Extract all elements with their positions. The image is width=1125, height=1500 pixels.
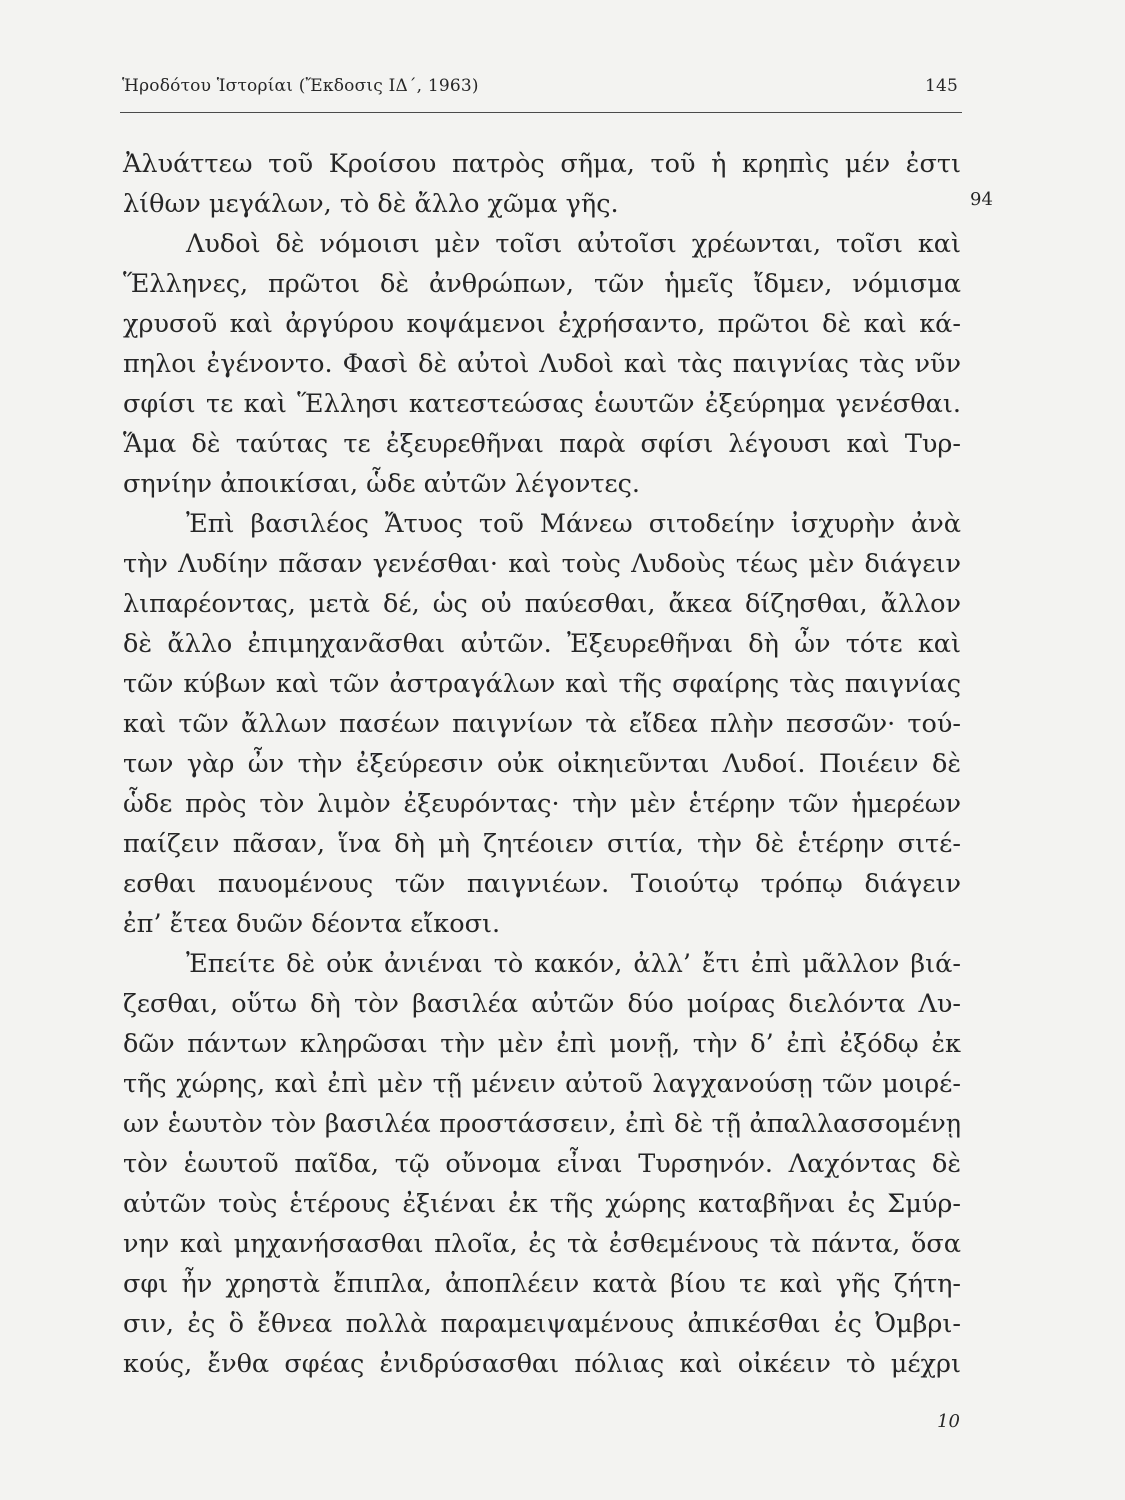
text-line: λιπαρέοντας, μετὰ δέ, ὡς οὐ παύεσθαι, ἄκεα δίζησθαι, ἄλλον bbox=[123, 589, 961, 619]
text-line: χρυσοῦ καὶ ἀργύρου κοψάμενοι ἐχρήσαντο, πρῶτοι δὲ καὶ κά- bbox=[123, 309, 961, 339]
text-line: πηλοι ἐγένοντο. Φασὶ δὲ αὐτοὶ Λυδοὶ καὶ τὰς παιγνίας τὰς νῦν bbox=[123, 349, 961, 379]
text-line: αὐτῶν τοὺς ἑτέρους ἐξιέναι ἐκ τῆς χώρης καταβῆναι ἐς Σμύρ- bbox=[123, 1189, 961, 1219]
text-line: ὧδε πρὸς τὸν λιμὸν ἐξευρόντας· τὴν μὲν ἑτέρην τῶν ἡμερέων bbox=[123, 789, 961, 819]
text-line: τὴν Λυδίην πᾶσαν γενέσθαι· καὶ τοὺς Λυδοὺς τέως μὲν διάγειν bbox=[123, 549, 961, 579]
text-line: δῶν πάντων κληρῶσαι τὴν μὲν ἐπὶ μονῇ, τὴν δ’ ἐπὶ ἐξόδῳ ἐκ bbox=[123, 1029, 961, 1059]
text-line: λίθων μεγάλων, τὸ δὲ ἄλλο χῶμα γῆς. bbox=[123, 189, 619, 219]
text-line: σφίσι τε καὶ Ἕλλησι κατεστεώσας ἑωυτῶν ἐξεύρημα γενέσθαι. bbox=[123, 389, 961, 419]
text-line: τῶν κύβων καὶ τῶν ἀστραγάλων καὶ τῆς σφαίρης τὰς παιγνίας bbox=[123, 669, 961, 699]
text-line: τὸν ἑωυτοῦ παῖδα, τῷ οὔνομα εἶναι Τυρσηνόν. Λαχόντας δὲ bbox=[123, 1149, 961, 1179]
running-title: Ἡροδότου Ἱστορίαι (Ἔκδοσις ΙΔ΄, 1963) bbox=[122, 76, 479, 96]
text-line: Ἅμα δὲ ταύτας τε ἐξευρεθῆναι παρὰ σφίσι λέγουσι καὶ Τυρ- bbox=[123, 429, 961, 459]
text-line: Ἕλληνες, πρῶτοι δὲ ἀνθρώπων, τῶν ἡμεῖς ἴδμεν, νόμισμα bbox=[123, 269, 961, 299]
signature-number: 10 bbox=[937, 1411, 960, 1432]
margin-section-number: 94 bbox=[970, 189, 993, 210]
text-line: των γὰρ ὦν τὴν ἐξεύρεσιν οὐκ οἰκηιεῦνται Λυδοί. Ποιέειν δὲ bbox=[123, 749, 961, 779]
text-line: σφι ἦν χρηστὰ ἔπιπλα, ἀποπλέειν κατὰ βίου τε καὶ γῆς ζήτη- bbox=[123, 1269, 961, 1299]
text-line: Ἐπὶ βασιλέος Ἄτυος τοῦ Μάνεω σιτοδείην ἰσχυρὴν ἀνὰ bbox=[186, 509, 961, 539]
text-line: ων ἑωυτὸν τὸν βασιλέα προστάσσειν, ἐπὶ δὲ τῇ ἀπαλλασσομένῃ bbox=[123, 1109, 961, 1139]
text-line: παίζειν πᾶσαν, ἵνα δὴ μὴ ζητέοιεν σιτία, τὴν δὲ ἑτέρην σιτέ- bbox=[123, 829, 961, 859]
text-line: Λυδοὶ δὲ νόμοισι μὲν τοῖσι αὐτοῖσι χρέωνται, τοῖσι καὶ bbox=[186, 229, 961, 259]
page-number: 145 bbox=[924, 76, 958, 96]
text-line: Ἐπείτε δὲ οὐκ ἀνιέναι τὸ κακόν, ἀλλ’ ἔτι ἐπὶ μᾶλλον βιά- bbox=[186, 949, 961, 979]
text-line: σιν, ἐς ὃ ἔθνεα πολλὰ παραμειψαμένους ἀπικέσθαι ἐς Ὀμβρι- bbox=[123, 1309, 961, 1339]
body-text bbox=[123, 144, 961, 1384]
text-line: Ἀλυάττεω τοῦ Κροίσου πατρὸς σῆμα, τοῦ ἡ κρηπὶς μέν ἐστι bbox=[123, 149, 961, 179]
text-line: ἐπ’ ἔτεα δυῶν δέοντα εἴκοσι. bbox=[123, 909, 501, 939]
text-line: σηνίην ἀποικίσαι, ὧδε αὐτῶν λέγοντες. bbox=[123, 469, 641, 499]
running-header bbox=[122, 76, 960, 100]
text-line: ζεσθαι, οὕτω δὴ τὸν βασιλέα αὐτῶν δύο μοίρας διελόντα Λυ- bbox=[123, 989, 961, 1019]
header-rule bbox=[120, 112, 962, 113]
text-line: δὲ ἄλλο ἐπιμηχανᾶσθαι αὐτῶν. Ἐξευρεθῆναι δὴ ὦν τότε καὶ bbox=[123, 629, 961, 659]
text-line: κούς, ἔνθα σφέας ἐνιδρύσασθαι πόλιας καὶ οἰκέειν τὸ μέχρι bbox=[123, 1349, 961, 1379]
text-line: καὶ τῶν ἄλλων πασέων παιγνίων τὰ εἴδεα πλὴν πεσσῶν· τού- bbox=[123, 709, 961, 739]
text-line: νην καὶ μηχανήσασθαι πλοῖα, ἐς τὰ ἐσθεμένους τὰ πάντα, ὅσα bbox=[123, 1229, 961, 1259]
text-line: εσθαι παυομένους τῶν παιγνιέων. Τοιούτῳ τρόπῳ διάγειν bbox=[123, 869, 961, 899]
text-line: τῆς χώρης, καὶ ἐπὶ μὲν τῇ μένειν αὐτοῦ λαγχανούσῃ τῶν μοιρέ- bbox=[123, 1069, 961, 1099]
